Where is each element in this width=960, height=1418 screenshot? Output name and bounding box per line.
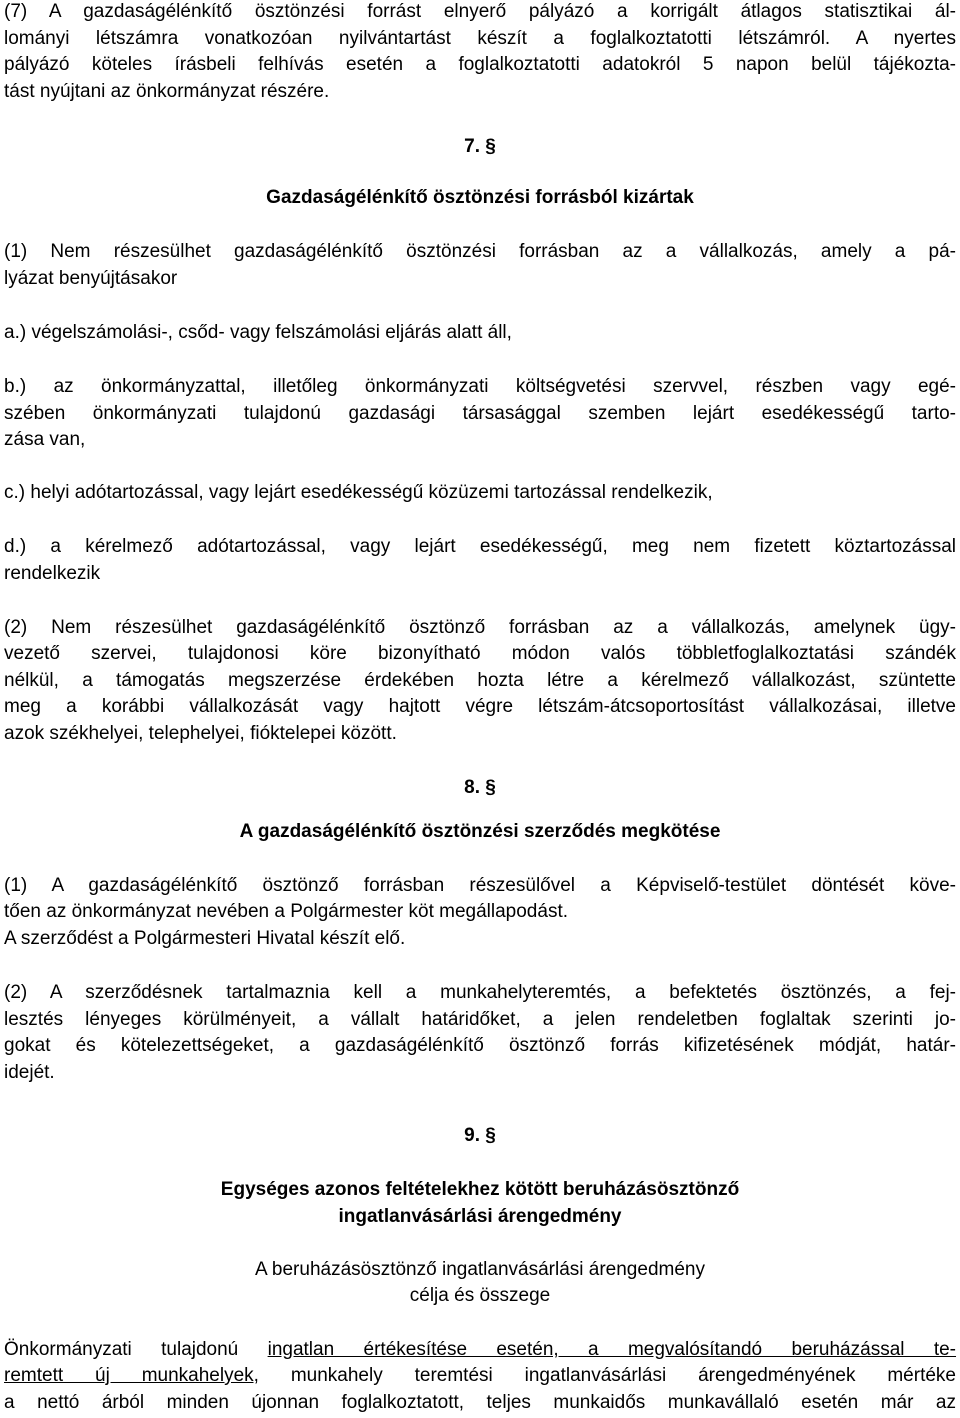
- section-7-item-b-line: zása van,: [4, 429, 86, 450]
- section-9-paragraph-1-line: [4, 1365, 956, 1387]
- underlined-text: ingatlan értékesítése esetén, a megvalósítandó beruházással te-: [267, 1339, 957, 1360]
- section-7-item-c: c.) helyi adótartozással, vagy lejárt esedékességű közüzemi tartozással rendelkezik,: [4, 482, 713, 503]
- section-8-paragraph-1-line: tően az önkormányzat nevében a Polgármester köt megállapodást.: [4, 901, 568, 922]
- paragraph-7-line: lományi létszámra vonatkozóan nyilvántartást készít a foglalkoztatotti létszámról. A nyertes: [4, 28, 956, 49]
- section-7-item-a: a.) végelszámolási-, csőd- vagy felszámolási eljárás alatt áll,: [4, 322, 512, 343]
- section-9-subtitle-line: célja és összege: [409, 1285, 551, 1306]
- section-8-paragraph-2-line: (2) A szerződésnek tartalmaznia kell a munkahelyteremtés, a befektetés ösztönzés, a fej-: [4, 982, 956, 1003]
- section-8-title: A gazdaságélénkítő ösztönzési szerződés megkötése: [239, 821, 721, 842]
- section-8-number: 8. §: [464, 777, 496, 798]
- section-8-paragraph-1-line: A szerződést a Polgármesteri Hivatal készít elő.: [4, 928, 406, 949]
- paragraph-7-line: pályázó köteles írásbeli felhívás esetén a foglalkoztatotti adatokról 5 napon belül tájékozta-: [4, 54, 956, 75]
- section-9-title-line: Egységes azonos feltételekhez kötött beruházásösztönző: [220, 1179, 740, 1200]
- section-8-paragraph-2-line: idejét.: [4, 1062, 55, 1083]
- section-7-item-b-line: b.) az önkormányzattal, illetőleg önkormányzati költségvetési szervvel, részben vagy egé-: [4, 376, 956, 397]
- section-7-paragraph-2-line: meg a korábbi vállalkozását vagy hajtott végre létszám-átcsoportosítást vállalkozásai, illetve: [4, 696, 956, 717]
- section-7-paragraph-2-line: nélkül, a támogatás megszerzése érdekében hozta létre a kérelmező vállalkozást, szüntette: [4, 670, 956, 691]
- section-9-number: 9. §: [464, 1125, 496, 1146]
- paragraph-text: Önkormányzati tulajdonú: [4, 1339, 268, 1360]
- section-9-title-line: ingatlanvásárlási árengedmény: [338, 1206, 622, 1227]
- section-9-subtitle-line: A beruházásösztönző ingatlanvásárlási árengedmény: [255, 1259, 705, 1280]
- section-8-paragraph-2-line: lesztés lényeges körülményeit, a vállalt határidőket, a jelen rendeletben foglaltak szerinti jo-: [4, 1009, 956, 1030]
- section-7-paragraph-2-line: vezető szervei, tulajdonosi köre bizonyítható módon valós többletfoglalkoztatási szándék: [4, 643, 956, 664]
- section-8-paragraph-1-line: (1) A gazdaságélénkítő ösztönző forrásban részesülővel a Képviselő-testület döntését köve-: [4, 875, 956, 896]
- section-7-item-b-line: szében önkormányzati tulajdonú gazdasági társasággal szemben lejárt esedékességű tarto-: [4, 403, 956, 424]
- section-7-item-d-line: rendelkezik: [4, 563, 101, 584]
- section-7-paragraph-1-line: (1) Nem részesülhet gazdaságélénkítő ösztönzési forrásban az a vállalkozás, amely a pá-: [4, 241, 956, 262]
- section-7-paragraph-2-line: (2) Nem részesülhet gazdaságélénkítő ösztönző forrásban az a vállalkozás, amelynek ügy-: [4, 617, 956, 638]
- section-7-item-d-line: d.) a kérelmező adótartozással, vagy lejárt esedékességű, meg nem fizetett köztartozással: [4, 536, 956, 557]
- section-8-paragraph-2-line: gokat és kötelezettségeket, a gazdaságélénkítő ösztönző forrás kifizetésének módját, határ-: [4, 1035, 956, 1056]
- paragraph-text: munkahely teremtési ingatlanvásárlási árengedményének mértéke: [258, 1365, 956, 1386]
- section-7-title: Gazdaságélénkítő ösztönzési forrásból kizártak: [266, 187, 694, 208]
- section-7-number: 7. §: [464, 136, 496, 157]
- paragraph-7-line: tást nyújtani az önkormányzat részére.: [4, 81, 330, 102]
- underlined-text: remtett új munkahelyek,: [4, 1365, 259, 1386]
- paragraph-7-line: (7) A gazdaságélénkítő ösztönzési forrást elnyerő pályázó a korrigált átlagos statisztikai ál-: [4, 1, 956, 22]
- section-7-paragraph-2-line: azok székhelyei, telephelyei, fióktelepei között.: [4, 723, 397, 744]
- section-9-paragraph-1-line: [4, 1339, 956, 1361]
- section-9-paragraph-1-line: a nettó árból minden újonnan foglalkoztatott, teljes munkaidős munkavállaló esetén már az: [4, 1392, 956, 1413]
- section-7-paragraph-1-line: lyázat benyújtásakor: [4, 268, 178, 289]
